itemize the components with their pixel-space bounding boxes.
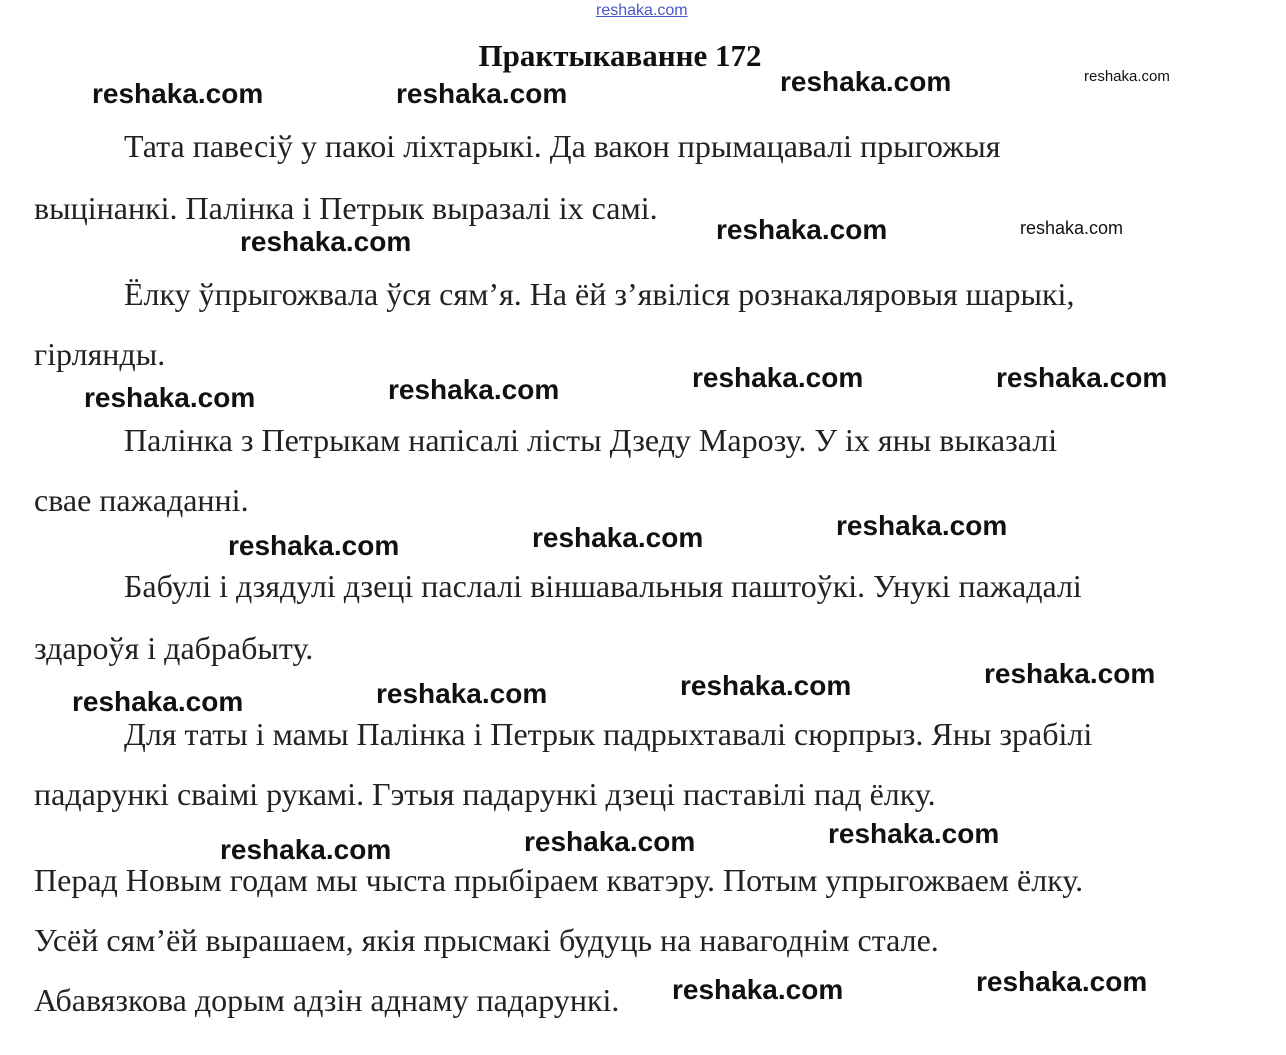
text-line-7: Бабулі і дзядулі дзеці паслалі віншавальныя паштоўкі. Унукі пажадалі [124, 568, 1082, 604]
watermark: reshaka.com [92, 78, 264, 109]
watermark: reshaka.com [984, 658, 1156, 689]
text-line-10: падарункі сваімі рукамі. Гэтыя падарункі дзеці паставілі пад ёлку. [34, 776, 936, 812]
text-line-3: Ёлку ўпрыгожвала ўся сям’я. На ёй з’явіліся рознакаляровыя шарыкі, [124, 276, 1075, 312]
watermark: reshaka.com [828, 818, 1000, 849]
page-title: Практыкаванне 172 [478, 38, 762, 73]
text-line-9: Для таты і мамы Палінка і Петрык падрыхтавалі сюрпрыз. Яны зрабілі [124, 716, 1093, 752]
watermark: reshaka.com [976, 966, 1148, 997]
text-line-6: свае пажаданні. [34, 482, 249, 518]
watermark: reshaka.com [1084, 68, 1170, 85]
watermark: reshaka.com [532, 522, 704, 553]
watermark: reshaka.com [996, 362, 1168, 393]
watermark: reshaka.com [220, 834, 392, 865]
watermark: reshaka.com [524, 826, 696, 857]
watermark: reshaka.com [228, 530, 400, 561]
text-line-8: здароўя і дабрабыту. [34, 630, 314, 666]
text-line-12: Усёй сям’ёй вырашаем, якія прысмакі будуць на навагоднім стале. [34, 922, 939, 958]
watermark: reshaka.com [1020, 218, 1124, 238]
watermark: reshaka.com [680, 670, 852, 701]
text-line-2: выцінанкі. Палінка і Петрык выразалі іх самі. [34, 190, 658, 226]
watermark-top-link[interactable]: reshaka.com [596, 2, 688, 19]
text-line-5: Палінка з Петрыкам напісалі лісты Дзеду Марозу. У іх яны выказалі [124, 422, 1058, 458]
watermark: reshaka.com [376, 678, 548, 709]
watermark: reshaka.com [836, 510, 1008, 541]
text-line-4: гірлянды. [34, 336, 166, 372]
text-line-11: Перад Новым годам мы чыста прыбіраем кватэру. Потым упрыгожваем ёлку. [34, 862, 1084, 898]
watermark: reshaka.com [716, 214, 888, 245]
watermark: reshaka.com [388, 374, 560, 405]
watermark: reshaka.com [672, 974, 844, 1005]
watermark: reshaka.com [692, 362, 864, 393]
watermark: reshaka.com [240, 226, 412, 257]
watermark: reshaka.com [780, 66, 952, 97]
watermark: reshaka.com [84, 382, 256, 413]
watermark: reshaka.com [396, 78, 568, 109]
text-line-13: Абавязкова дорым адзін аднаму падарункі. [34, 982, 620, 1018]
text-line-1: Тата павесіў у пакоі ліхтарыкі. Да вакон прымацавалі прыгожыя [124, 128, 1001, 164]
watermark: reshaka.com [72, 686, 244, 717]
